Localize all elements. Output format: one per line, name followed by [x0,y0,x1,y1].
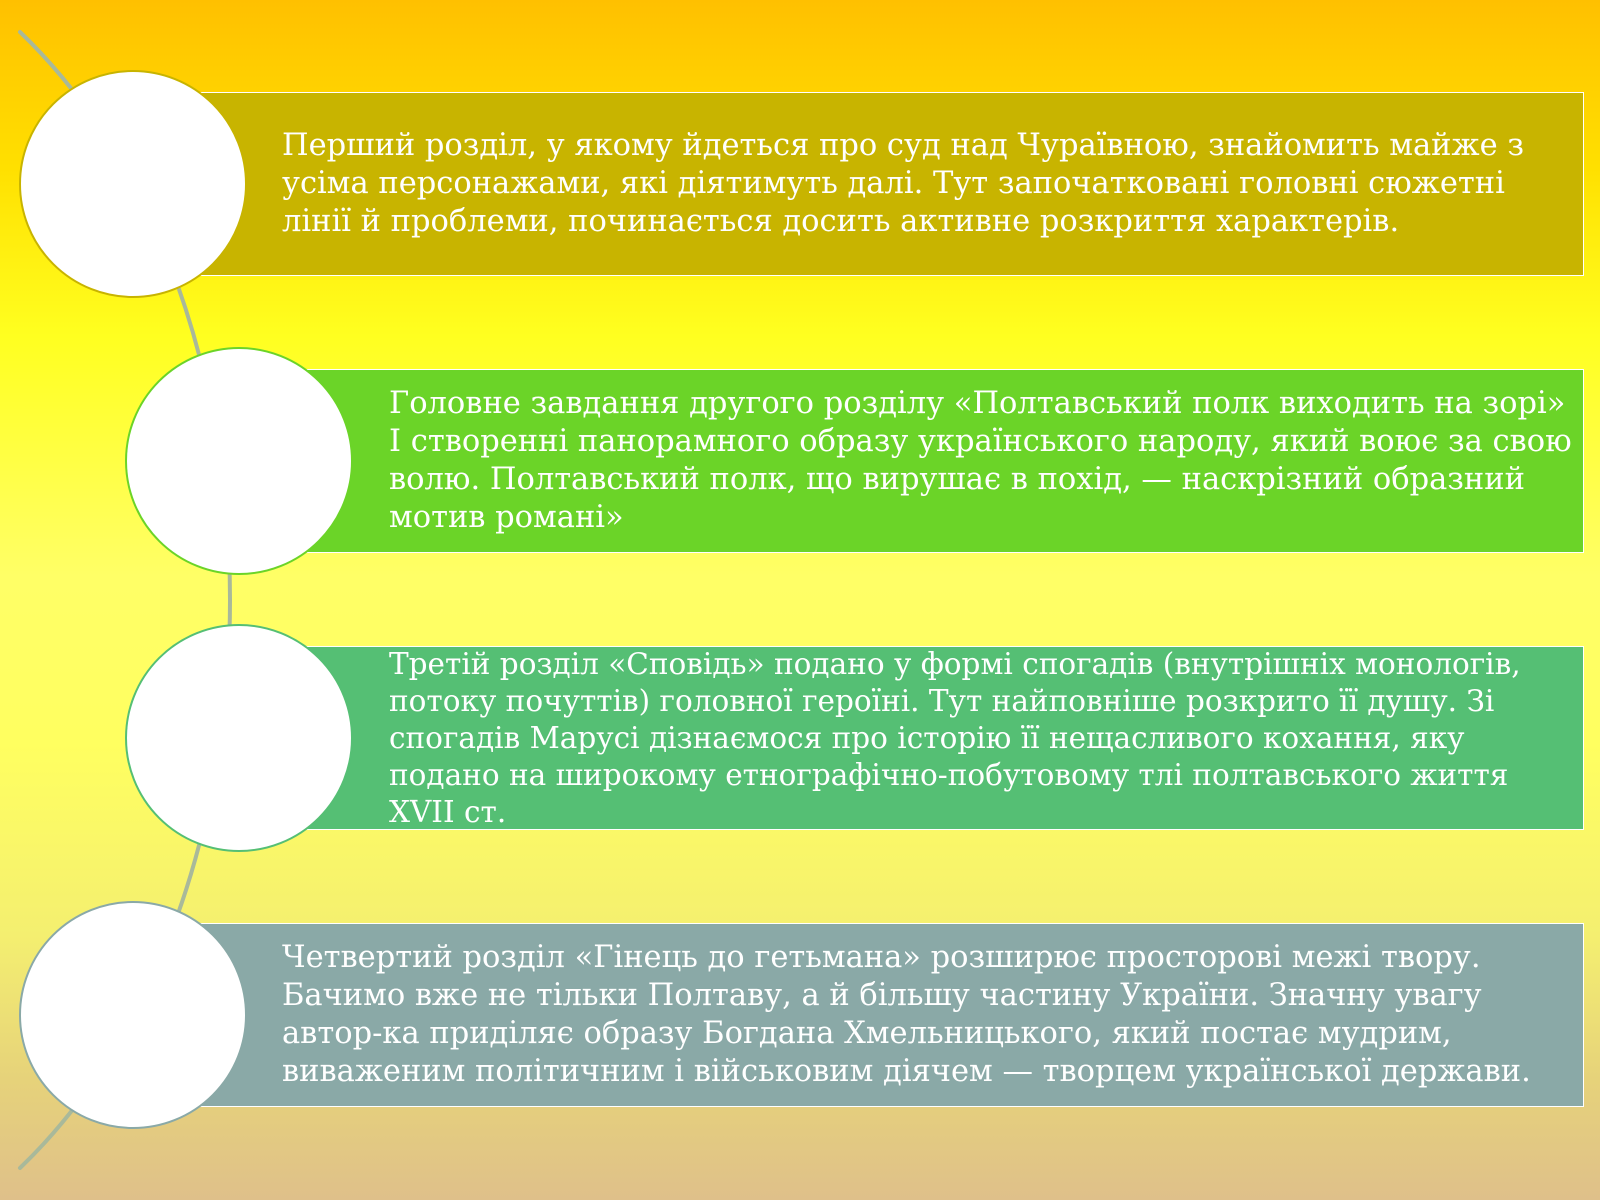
list-item-text-1: Перший розділ, у якому йдеться про суд над Чураївною, знайомить майже з усіма персонажами, які діятимуть далі. Тут започатковані головні сюжетні лінії й проблеми, починається досить активне розкриття характерів. [282,128,1524,239]
list-item-circle-4 [19,901,247,1129]
list-item-text-3: Третій розділ «Сповідь» подано у формі спогадів (внутрішніх монологів, потоку почуттів) головної героїні. Тут найповніше розкрито її душу. Зі спогадів Марусі дізнаємося про історію її нещасливого кохання, яку подано на широкому етнографічно-побутовому тлі полтавського життя XVII ст. [389,646,1521,829]
list-item-circle-3 [125,624,353,852]
list-item-text-4: Четвертий розділ «Гінець до гетьмана» розширює просторові межі твору. Бачимо вже не тільки Полтаву, а й більшу частину України. Значну увагу автор-ка приділяє образу Богдана Хмельницького, який постає мудрим, виваженим політичним і військовим діячем — творцем української держави. [282,940,1531,1089]
list-item-circle-1 [19,70,247,298]
list-item-bar-1 [178,92,1584,276]
list-item-circle-2 [125,347,353,575]
list-item-text-2: Головне завдання другого розділу «Полтавський полк виходить на зорі» І створенні панорамного образу українського народу, який воює за свою волю. Полтавський полк, що вирушає в похід, — наскрізний образний мотив романі» [389,386,1572,535]
list-item-bar-4 [178,923,1584,1107]
list-item-bar-2 [284,369,1584,553]
list-item-bar-3 [284,646,1584,830]
